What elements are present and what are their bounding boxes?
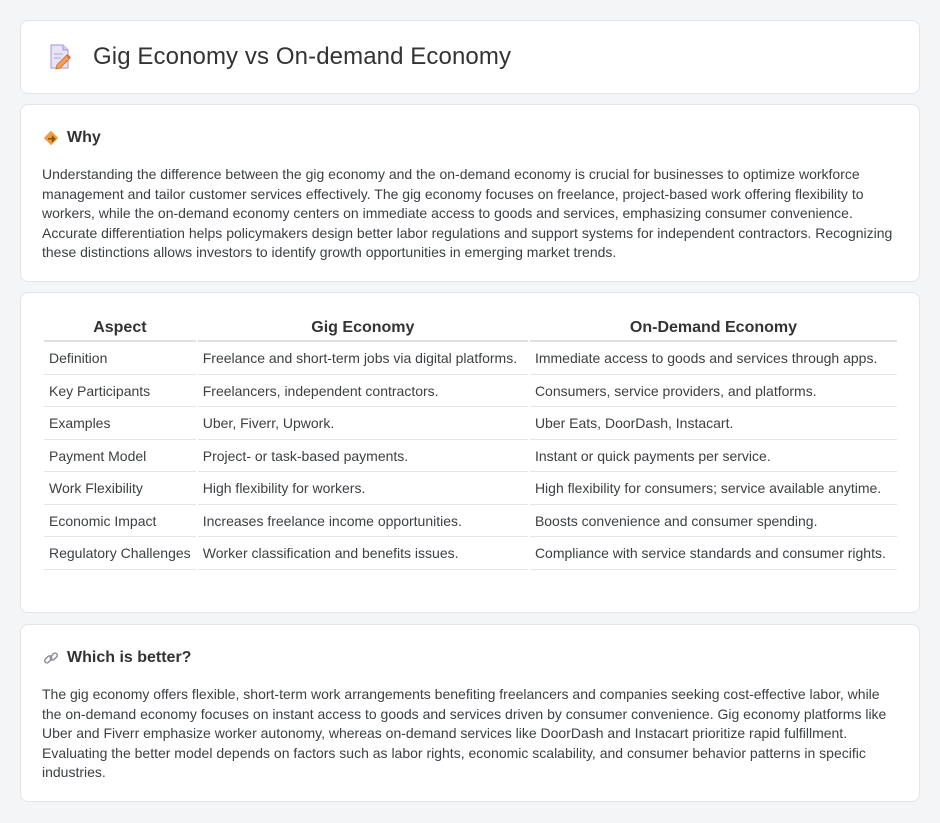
table-row <box>44 377 897 408</box>
comparison-section <box>20 292 920 613</box>
table-row <box>44 474 897 505</box>
header-card <box>20 20 920 94</box>
aspect-cell: Examples <box>44 409 196 440</box>
table-row <box>44 539 897 570</box>
which-is-better-section <box>20 624 920 802</box>
gig-economy-cell: Worker classification and benefits issues. <box>198 539 528 570</box>
gig-economy-cell: Uber, Fiverr, Upwork. <box>198 409 528 440</box>
better-heading-row <box>43 649 191 667</box>
on-demand-economy-cell: Uber Eats, DoorDash, Instacart. <box>530 409 897 440</box>
table-header-row <box>44 316 897 342</box>
column-header-on-demand-economy: On-Demand Economy <box>530 316 897 342</box>
aspect-cell: Economic Impact <box>44 507 196 538</box>
aspect-cell: Key Participants <box>44 377 196 408</box>
better-paragraph: The gig economy offers flexible, short-term work arrangements benefiting freelancers and companies seeking cost-effective labor, while the on-demand economy focuses on instant access to goods and services driven by consumer convenience. Gig economy platforms like Uber and Fiverr emphasize worker autonomy, whereas on-demand services like DoorDash and Instacart prioritize rapid fulfillment. Evaluating the better model depends on factors such as labor rights, economic scalability, and consumer behavior patterns in specific industries. <box>42 686 887 781</box>
aspect-cell: Payment Model <box>44 442 196 473</box>
gig-economy-cell: Project- or task-based payments. <box>198 442 528 473</box>
on-demand-economy-cell: Instant or quick payments per service. <box>530 442 897 473</box>
why-paragraph: Understanding the difference between the gig economy and the on-demand economy is crucial for businesses to optimize workforce management and tailor customer services effectively. The gig economy focuses on freelance, project-based work offering flexibility to workers, while the on-demand economy centers on immediate access to goods and services, emphasizing consumer convenience. Accurate differentiation helps policymakers design better labor regulations and support systems for independent contractors. Recognizing these distinctions allows investors to identify growth opportunities in emerging market trends. <box>42 166 893 261</box>
column-header-gig-economy: Gig Economy <box>198 316 528 342</box>
on-demand-economy-cell: Immediate access to goods and services through apps. <box>530 344 897 375</box>
page-title: Gig Economy vs On-demand Economy <box>93 43 512 70</box>
link-icon <box>43 650 59 666</box>
table-row <box>44 442 897 473</box>
on-demand-economy-cell: Consumers, service providers, and platforms. <box>530 377 897 408</box>
on-demand-economy-cell: High flexibility for consumers; service available anytime. <box>530 474 897 505</box>
table-row <box>44 507 897 538</box>
title-row <box>47 43 511 71</box>
document-pencil-icon <box>47 43 73 71</box>
diamond-sign-icon <box>43 130 59 146</box>
better-heading: Which is better? <box>67 649 192 666</box>
why-heading: Why <box>67 129 101 146</box>
table-row <box>44 344 897 375</box>
on-demand-economy-cell: Boosts convenience and consumer spending. <box>530 507 897 538</box>
gig-economy-cell: Freelancers, independent contractors. <box>198 377 528 408</box>
why-section <box>20 104 920 282</box>
column-header-aspect: Aspect <box>44 316 196 342</box>
gig-economy-cell: High flexibility for workers. <box>198 474 528 505</box>
gig-economy-cell: Increases freelance income opportunities. <box>198 507 528 538</box>
on-demand-economy-cell: Compliance with service standards and consumer rights. <box>530 539 897 570</box>
table-row <box>44 409 897 440</box>
why-heading-row <box>43 129 101 147</box>
aspect-cell: Regulatory Challenges <box>44 539 196 570</box>
aspect-cell: Definition <box>44 344 196 375</box>
comparison-table <box>42 314 899 572</box>
aspect-cell: Work Flexibility <box>44 474 196 505</box>
gig-economy-cell: Freelance and short-term jobs via digital platforms. <box>198 344 528 375</box>
